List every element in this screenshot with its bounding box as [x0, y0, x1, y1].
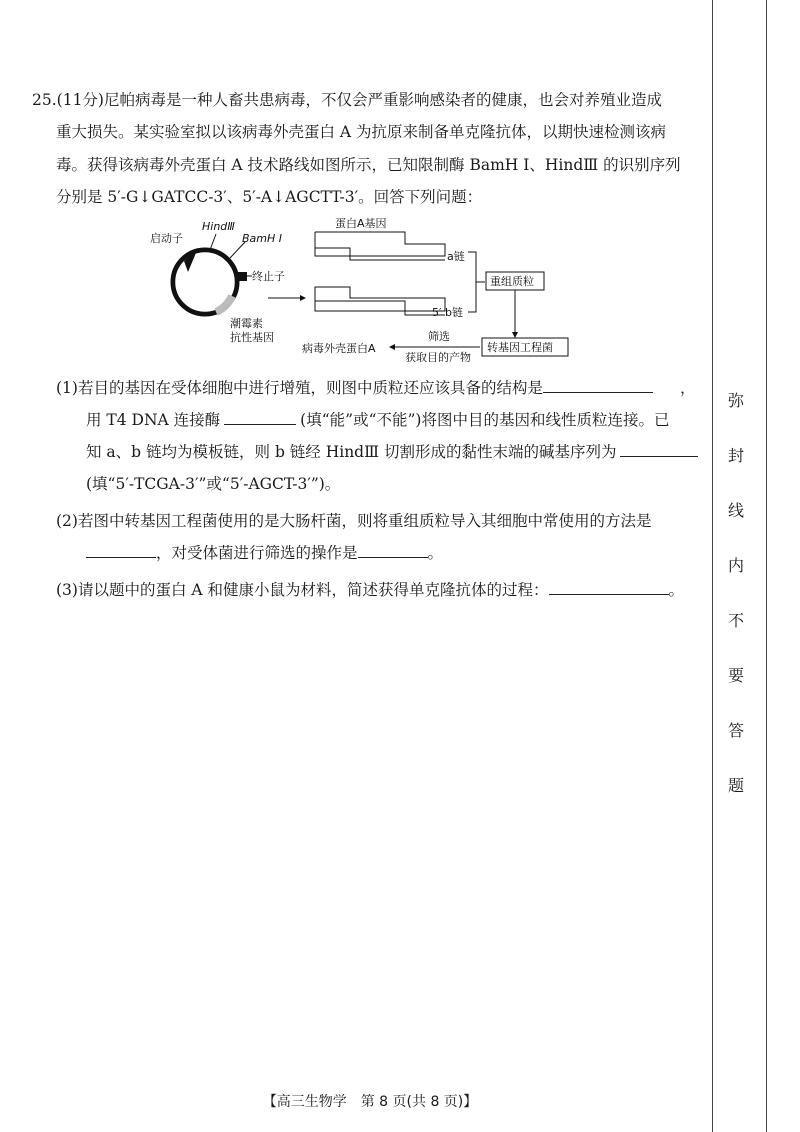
q3-blank-1[interactable]	[549, 578, 669, 595]
q1-text-2b: (填“能”或“不能”)将图中目的基因和线性质粒连接。已	[300, 411, 670, 429]
chain-a-bottom	[315, 248, 445, 260]
q3-line-1	[56, 578, 684, 600]
chain-b-bottom	[315, 301, 445, 315]
resistance-label-1: 潮霉素	[230, 317, 263, 330]
obtain-label: 获取目的产物	[405, 351, 471, 362]
seal-char-6: 要	[728, 666, 745, 685]
question-number: 25.	[32, 91, 57, 109]
hind-pointer	[210, 234, 216, 250]
q2-line-2	[86, 541, 443, 563]
gene-label: 蛋白A基因	[335, 217, 387, 230]
seal-char-1: 弥	[728, 391, 745, 410]
q1-blank-3[interactable]	[620, 440, 698, 457]
q1-line-1	[56, 376, 653, 398]
question-line-2: 重大损失。某实验室拟以该病毒外壳蛋白 A 为抗原来制备单克隆抗体，以期快速检测该病	[56, 123, 667, 141]
q1-text-2a: 用 T4 DNA 连接酶	[86, 411, 221, 429]
q2-line-1: (2)若图中转基因工程菌使用的是大肠杆菌，则将重组质粒导入其细胞中常使用的方法是	[56, 512, 652, 530]
q1-text-3: 知 a、b 链均为模板链，则 b 链经 HindⅢ 切割形成的黏性末端的碱基序列为	[86, 443, 617, 461]
q2-text-2b: 。	[427, 544, 444, 562]
chain-b-top	[315, 287, 445, 311]
seal-char-8: 题	[728, 776, 745, 795]
terminator-label: 终止子	[252, 270, 285, 283]
q3-text-end: 。	[668, 581, 685, 599]
question-line-3: 毒。获得该病毒外壳蛋白 A 技术路线如图所示，已知限制酶 BamH Ⅰ、HindⅢ 的识别序列	[56, 156, 681, 174]
q1-line-1-end: ，	[680, 379, 696, 397]
q2-text-2a: ，对受体菌进行筛选的操作是	[156, 544, 358, 562]
seal-line-right	[766, 0, 767, 1132]
question-line-4: 分别是 5′-G↓GATCC-3′、5′-A↓AGCTT-3′。回答下列问题：	[56, 188, 483, 206]
chain-a-top	[315, 232, 445, 256]
q1-line-4: (填“5′-TCGA-3′”或“5′-AGCT-3′”)。	[86, 475, 341, 493]
question-line-1	[32, 88, 662, 110]
bam-label: BamH Ⅰ	[242, 232, 283, 245]
question-text-1: 尼帕病毒是一种人畜共患病毒，不仅会严重影响感染者的健康，也会对养殖业造成	[103, 91, 662, 109]
promoter-label: 启动子	[150, 232, 183, 245]
q1-blank-1[interactable]	[543, 376, 653, 393]
chain-a-label: a链	[447, 250, 465, 263]
question-score: (11分)	[56, 91, 104, 109]
technology-route-diagram	[150, 212, 580, 362]
q1-text-1: (1)若目的基因在受体细胞中进行增殖，则图中质粒还应该具备的结构是	[56, 379, 543, 397]
q2-blank-1[interactable]	[86, 541, 156, 558]
q1-line-3	[86, 440, 698, 462]
seal-char-2: 封	[728, 446, 745, 465]
seal-char-5: 不	[728, 611, 745, 630]
q3-text-1: (3)请以题中的蛋白 A 和健康小鼠为材料，简述获得单克隆抗体的过程：	[56, 581, 549, 599]
bacteria-label: 转基因工程菌	[487, 341, 553, 354]
q1-blank-2[interactable]	[224, 408, 296, 425]
chain-b-label: 5′ b链	[432, 306, 463, 319]
seal-line-left	[712, 0, 713, 1132]
resistance-gene-segment	[216, 296, 232, 312]
q1-line-2	[86, 408, 669, 430]
page-footer: 【高三生物学 第 8 页(共 8 页)】	[262, 1094, 478, 1110]
seal-char-3: 线	[728, 501, 745, 520]
product-label: 病毒外壳蛋白A	[302, 342, 376, 355]
resistance-label-2: 抗性基因	[230, 331, 274, 344]
q2-blank-2[interactable]	[358, 541, 428, 558]
seal-char-7: 答	[728, 721, 745, 740]
hind-label: HindⅢ	[202, 220, 235, 233]
recombinant-label: 重组质粒	[490, 275, 534, 288]
screen-label: 筛选	[428, 330, 450, 343]
seal-char-4: 内	[728, 556, 745, 575]
